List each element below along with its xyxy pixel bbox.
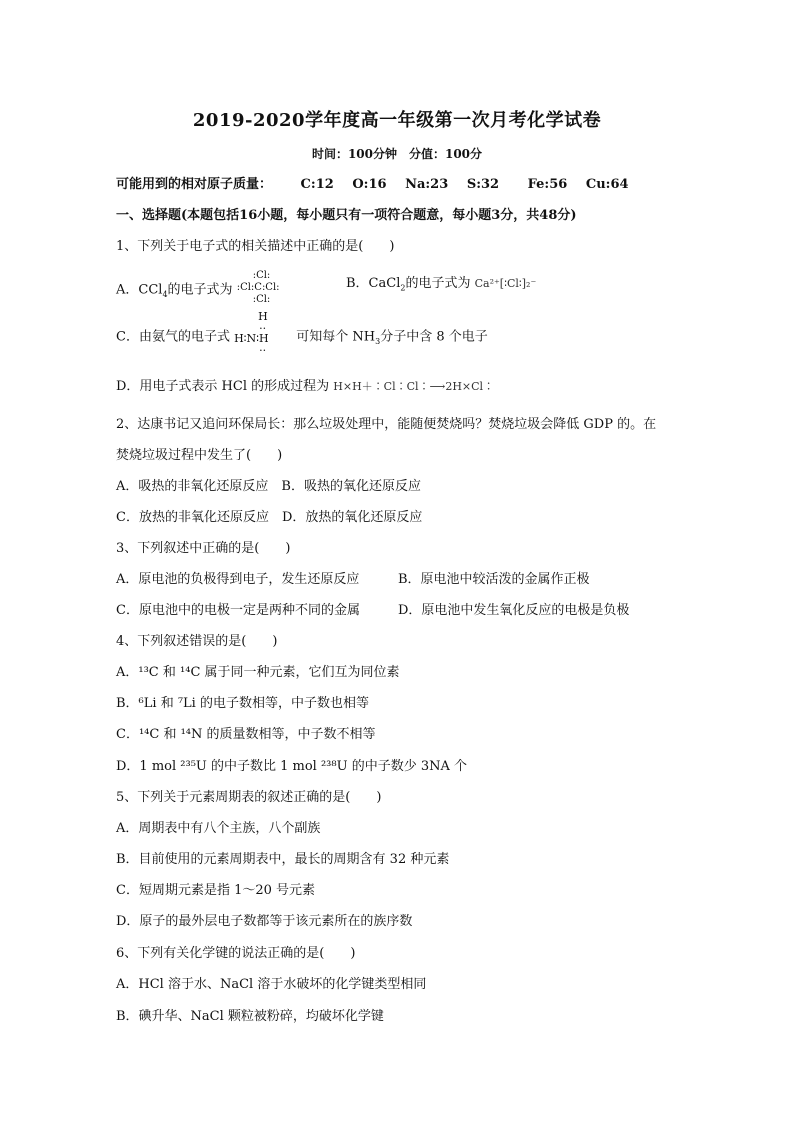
mass-c: C:12 [300, 177, 334, 192]
exam-time-score: 时间：100分钟 分值：100分 [311, 147, 483, 161]
q5-stem: 5、下列关于元素周期表的叙述正确的是( ) [116, 790, 382, 805]
hcl-formation-formula: H×H＋∶Cl∶Cl∶⟶2H×Cl∶ [333, 380, 495, 393]
q2-stem-line2: 焚烧垃圾过程中发生了( ) [116, 448, 283, 463]
q4-option-b: B．⁶Li 和 ⁷Li 的电子数相等，中子数也相等 [116, 696, 369, 711]
q3-option-b: B．原电池中较活泼的金属作正极 [398, 572, 590, 587]
q1-stem: 1、下列关于电子式的相关描述中正确的是( ) [116, 239, 395, 254]
q1-option-c: C．由氨气的电子式 H ·· H∶N∶H ·· 可知每个 $NH_3$分子中含 8 个电子 [116, 310, 488, 357]
q3-stem: 3、下列叙述中正确的是( ) [116, 541, 291, 556]
q4-stem: 4、下列叙述错误的是( ) [116, 634, 278, 649]
mass-s: S:32 [466, 177, 500, 192]
q1-option-b: B．CaCl$_2$的电子式为 Ca²⁺[∶Cl∶]₂⁻ [346, 276, 537, 293]
q3-option-d: D．原电池中发生氧化反应的电极是负极 [398, 603, 630, 618]
q6-option-a: A．HCl 溶于水、NaCl 溶于水破坏的化学键类型相同 [116, 977, 427, 992]
q4-option-a: A．¹³C 和 ¹⁴C 属于同一种元素，它们互为同位素 [116, 665, 400, 680]
q2-options-cd: C．放热的非氧化还原反应 D．放热的氧化还原反应 [116, 510, 423, 525]
q2-stem-line1: 2、达康书记又追问环保局长：那么垃圾处理中，能随便焚烧吗？焚烧垃圾会降低 GDP 的。在 [116, 417, 657, 432]
q2-options-ab: A．吸热的非氧化还原反应 B．吸热的氧化还原反应 [116, 479, 421, 494]
q5-option-b: B．目前使用的元素周期表中，最长的周期含有 32 种元素 [116, 852, 450, 867]
q4-option-d: D．1 mol ²³⁵U 的中子数比 1 mol ²³⁸U 的中子数少 3NA 个 [116, 759, 467, 774]
mass-o: O:16 [352, 177, 387, 192]
q1-option-d: D．用电子式表示 HCl 的形成过程为 H×H＋∶Cl∶Cl∶⟶2H×Cl∶ [116, 379, 495, 394]
q6-option-b: B．碘升华、NaCl 颗粒被粉碎，均破坏化学键 [116, 1009, 384, 1024]
mass-cu: Cu:64 [585, 177, 629, 192]
cacl2-electron-formula: Ca²⁺[∶Cl∶]₂⁻ [474, 277, 537, 290]
page-title: 2019-2020学年度高一年级第一次月考化学试卷 [192, 110, 602, 131]
section-heading: 一、选择题(本题包括16小题，每小题只有一项符合题意，每小题3分，共48分) [116, 208, 577, 223]
q1-option-a: A．CCl$_4$的电子式为 :Cl: :Cl:C:Cl: :Cl: [116, 275, 285, 305]
mass-fe: Fe:56 [527, 177, 568, 192]
q5-option-c: C．短周期元素是指 1～20 号元素 [116, 883, 316, 898]
nh3-electron-formula-icon: H ·· H∶N∶H ·· [234, 310, 269, 357]
q4-option-c: C．¹⁴C 和 ¹⁴N 的质量数相等，中子数不相等 [116, 727, 376, 742]
ccl4-electron-formula-icon: :Cl: :Cl:C:Cl: :Cl: [236, 270, 280, 305]
mass-na: Na:23 [405, 177, 449, 192]
atomic-mass-line [116, 176, 643, 194]
q3-option-c: C．原电池中的电极一定是两种不同的金属 [116, 603, 360, 618]
q3-option-a: A．原电池的负极得到电子，发生还原反应 [116, 572, 360, 587]
q5-option-a: A．周期表中有八个主族，八个副族 [116, 821, 321, 836]
atomic-mass-label: 可能用到的相对原子质量： [116, 177, 273, 192]
q5-option-d: D．原子的最外层电子数都等于该元素所在的族序数 [116, 914, 413, 929]
q6-stem: 6、下列有关化学键的说法正确的是( ) [116, 946, 356, 961]
